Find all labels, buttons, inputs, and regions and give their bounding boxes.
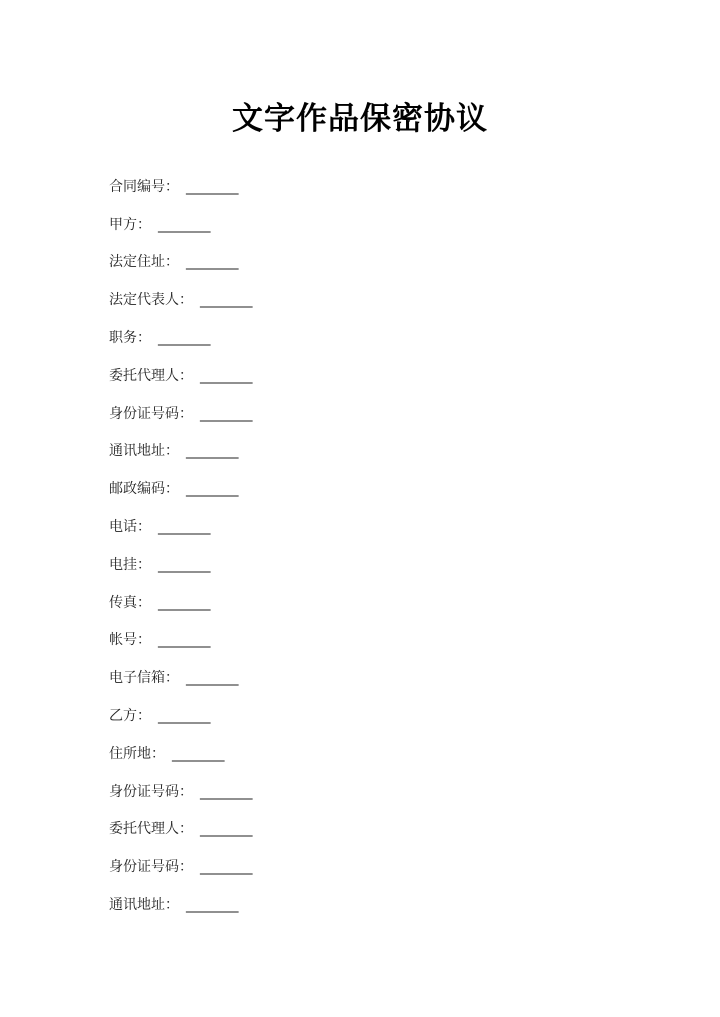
blank-line: ________ bbox=[200, 292, 252, 309]
field-label: 法定住址 bbox=[109, 254, 165, 271]
field-colon: ： bbox=[137, 330, 151, 347]
field-colon: ： bbox=[165, 897, 179, 914]
field-colon: ： bbox=[137, 216, 151, 233]
field-label: 通讯地址 bbox=[109, 443, 165, 460]
field-colon: ： bbox=[151, 745, 165, 762]
field-colon: ： bbox=[179, 783, 193, 800]
field-label: 电挂 bbox=[109, 556, 137, 573]
field-row-fax bbox=[109, 584, 609, 622]
blank-line: ________ bbox=[158, 708, 210, 725]
field-label: 委托代理人 bbox=[109, 367, 179, 384]
blank-line: ________ bbox=[186, 670, 238, 687]
field-row-id-number-b bbox=[109, 773, 609, 811]
field-row-phone bbox=[109, 508, 609, 546]
field-row-postal-code bbox=[109, 470, 609, 508]
field-label: 乙方 bbox=[109, 708, 137, 725]
field-colon: ： bbox=[179, 367, 193, 384]
field-row-contract-number bbox=[109, 168, 609, 206]
field-row-residence bbox=[109, 735, 609, 773]
blank-line: ________ bbox=[200, 783, 252, 800]
field-colon: ： bbox=[165, 481, 179, 498]
blank-line: ________ bbox=[200, 367, 252, 384]
field-label: 传真 bbox=[109, 594, 137, 611]
blank-line: ________ bbox=[158, 632, 210, 649]
blank-line: ________ bbox=[172, 745, 224, 762]
blank-line: ________ bbox=[158, 519, 210, 536]
field-label: 住所地 bbox=[109, 745, 151, 762]
field-label: 合同编号 bbox=[109, 178, 165, 195]
blank-line: ________ bbox=[158, 216, 210, 233]
field-label: 电子信箱 bbox=[109, 670, 165, 687]
field-label: 甲方 bbox=[109, 216, 137, 233]
field-colon: ： bbox=[137, 519, 151, 536]
field-label: 帐号 bbox=[109, 632, 137, 649]
field-row-mailing-address-b bbox=[109, 886, 609, 924]
blank-line: ________ bbox=[186, 481, 238, 498]
field-colon: ： bbox=[137, 556, 151, 573]
field-colon: ： bbox=[179, 821, 193, 838]
field-row-id-number bbox=[109, 395, 609, 433]
field-row-authorized-agent bbox=[109, 357, 609, 395]
field-label: 职务 bbox=[109, 330, 137, 347]
field-row-position bbox=[109, 319, 609, 357]
field-colon: ： bbox=[137, 708, 151, 725]
field-label: 通讯地址 bbox=[109, 897, 165, 914]
field-row-mailing-address bbox=[109, 433, 609, 471]
blank-line: ________ bbox=[200, 405, 252, 422]
field-colon: ： bbox=[165, 254, 179, 271]
field-colon: ： bbox=[137, 594, 151, 611]
field-row-legal-address bbox=[109, 244, 609, 282]
field-colon: ： bbox=[179, 859, 193, 876]
field-label: 身份证号码 bbox=[109, 859, 179, 876]
field-colon: ： bbox=[179, 405, 193, 422]
field-row-account bbox=[109, 622, 609, 660]
blank-line: ________ bbox=[186, 178, 238, 195]
field-label: 身份证号码 bbox=[109, 405, 179, 422]
field-colon: ： bbox=[165, 443, 179, 460]
field-colon: ： bbox=[165, 670, 179, 687]
document-title: 文字作品保密协议 bbox=[232, 101, 488, 137]
blank-line: ________ bbox=[158, 556, 210, 573]
blank-line: ________ bbox=[186, 897, 238, 914]
blank-line: ________ bbox=[200, 821, 252, 838]
field-colon: ： bbox=[137, 632, 151, 649]
blank-line: ________ bbox=[186, 254, 238, 271]
field-label: 法定代表人 bbox=[109, 292, 179, 309]
blank-line: ________ bbox=[200, 859, 252, 876]
field-label: 身份证号码 bbox=[109, 783, 179, 800]
field-row-party-b bbox=[109, 697, 609, 735]
contract-field-list bbox=[109, 168, 609, 924]
field-row-authorized-agent-b bbox=[109, 811, 609, 849]
field-row-telegraph bbox=[109, 546, 609, 584]
field-colon: ： bbox=[165, 178, 179, 195]
blank-line: ________ bbox=[158, 330, 210, 347]
field-row-agent-id-number-b bbox=[109, 848, 609, 886]
field-row-legal-representative bbox=[109, 281, 609, 319]
field-label: 邮政编码 bbox=[109, 481, 165, 498]
field-label: 委托代理人 bbox=[109, 821, 179, 838]
field-label: 电话 bbox=[109, 519, 137, 536]
field-row-email bbox=[109, 659, 609, 697]
blank-line: ________ bbox=[158, 594, 210, 611]
blank-line: ________ bbox=[186, 443, 238, 460]
field-row-party-a bbox=[109, 206, 609, 244]
field-colon: ： bbox=[179, 292, 193, 309]
